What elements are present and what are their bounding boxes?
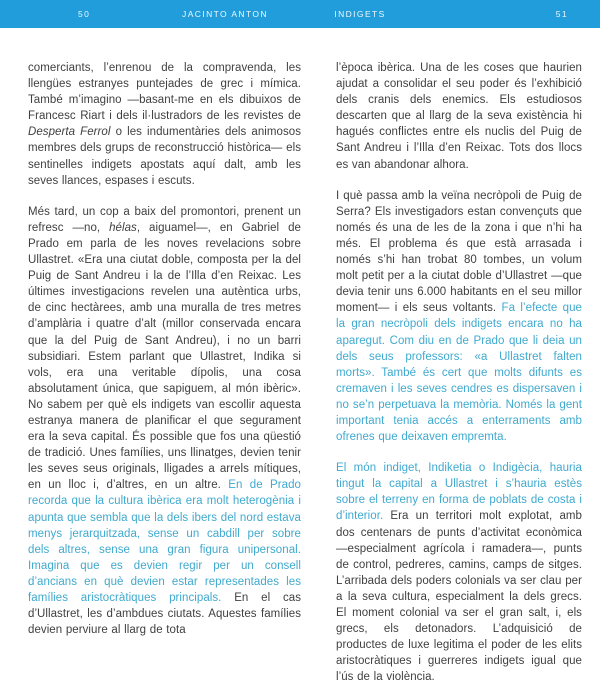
text-segment: Desperta Ferrol <box>28 126 111 139</box>
paragraph <box>336 460 582 685</box>
text-segment: , aiguamel—, en Gabriel de Prado em parla de les noves revelacions sobre Ullastret. «Era una ciutat doble, composta per la del Puig de Sant Andreu i la de l’Illa d’en Reixac. Les últimes investigacions revelen una autèntica urbs, de cinc hectàrees, amb una muralla de tres metres d’amplària i quatre d’alt (millor conservada encara que la del Puig de Sant Andreu), i no un barri subsidiari. Estem parlant que Ullastret, Indika si vols, era una veritable dípolis, una cosa absolutament única, que sapiguem, al món ibèric». No sabem per què els indigets van escollir aquesta estranya manera de planificar el que segurament era la seva capital. És possible que fos una qüestió de tradició. Unes famílies, uns llinatges, devien tenir les seves seus originals, lligades a arrels mítiques, en un lloc i, d’altres, en un altre. <box>28 221 301 492</box>
text-segment: En el cas d’Ullastret, les d’ambdues ciutats. Aquestes famílies devien perviure al llarg de tota <box>28 592 301 637</box>
paragraph <box>336 60 582 173</box>
text-segment: I què passa amb la veïna necròpoli de Puig de Serra? Els investigadors estan convençuts que només és una de les de la zona i que n’hi ha més. El problema és que està arrasada i només s’hi han trobat 80 tombes, un volum molt petit per a la ciutat doble d’Ullastret —que devia tenir uns 6.000 habitants en el seu millor moment— i els seus voltants. <box>336 189 582 315</box>
right-page-text-column <box>336 60 582 685</box>
left-page-text-column <box>28 60 301 638</box>
paragraph <box>28 204 301 639</box>
left-page-number: 50 <box>78 9 91 19</box>
page-header-bar <box>0 0 600 28</box>
running-header-chapter: INDIGETS <box>334 9 386 19</box>
text-segment: hélas <box>109 221 137 234</box>
text-segment: l’època ibèrica. Una de les coses que haurien ajudat a consolidar el seu poder és l’exhibició dels cranis dels enemics. Els estudiosos descarten que al llarg de la seva existència hi hagués conflictes entre els nuclis del Puig de Sant Andreu i l’Illa d’en Reixac. Tots dos llocs es van abandonar alhora. <box>336 62 582 171</box>
running-header-author: JACINTO ANTON <box>182 9 268 19</box>
right-page-number: 51 <box>555 9 568 19</box>
text-segment: Més tard, un cop a baix del promontori, prenent un refresc —no, <box>28 205 301 234</box>
paragraph <box>336 188 582 446</box>
text-segment: comerciants, l’enrenou de la compravenda, les llengües estranyes puntejades de grec i mímica. També m’imagino —basant-me en els dibuixos de Francesc Riart i dels il·lustradors de les revistes de <box>28 62 301 123</box>
text-segment: En de Prado recorda que la cultura ibèrica era molt heterogènia i apunta que sembla que la dels ibers del nord estava menys jerarquitzada, sense un cabdill per sobre dels altres, sense una gran figura unipersonal. Imagina que es devien regir per un consell d’ancians en què devien estar representades les famílies aristocràtiques principals. <box>28 479 301 604</box>
text-segment: Fa l’efecte que la gran necròpoli dels indigets encara no ha aparegut. Com diu en de Prado que li deia un dels seus professors: «a Ullastret falten morts». També és cert que molts difunts es cremaven i les seves cendres es dispersaven i no se’n perpetuava la memòria. Només la gent important tenia accés a enterraments amb ofrenes que deixaven empremta. <box>336 302 582 444</box>
text-segment: Era un territori molt explotat, amb dos centenars de punts d’activitat econòmica —especialment agrícola i ramadera—, punts de control, pedreres, camins, camps de sitges. L’arribada dels poders colonials va ser clau per a la seva cultura, especialment la dels grecs. El moment colonial va ser el gran salt, i, els grecs, els detonadors. L’adquisició de productes de luxe legitima el poder de les elits aristocràtiques i guerreres indigets igual que l’ús de la violència. <box>336 510 582 684</box>
text-segment: o les indumentàries dels animosos membres dels grups de reconstrucció històrica— els sentinelles indigets apostats aquí dalt, amb les seves llances, espases i escuts. <box>28 126 301 187</box>
paragraph <box>28 60 301 189</box>
text-segment: El món indiget, Indiketia o Indigècia, hauria tingut la capital a Ullastret i s’hauria estès sobre el terreny en forma de poblats de costa i d’interior. <box>336 462 582 523</box>
